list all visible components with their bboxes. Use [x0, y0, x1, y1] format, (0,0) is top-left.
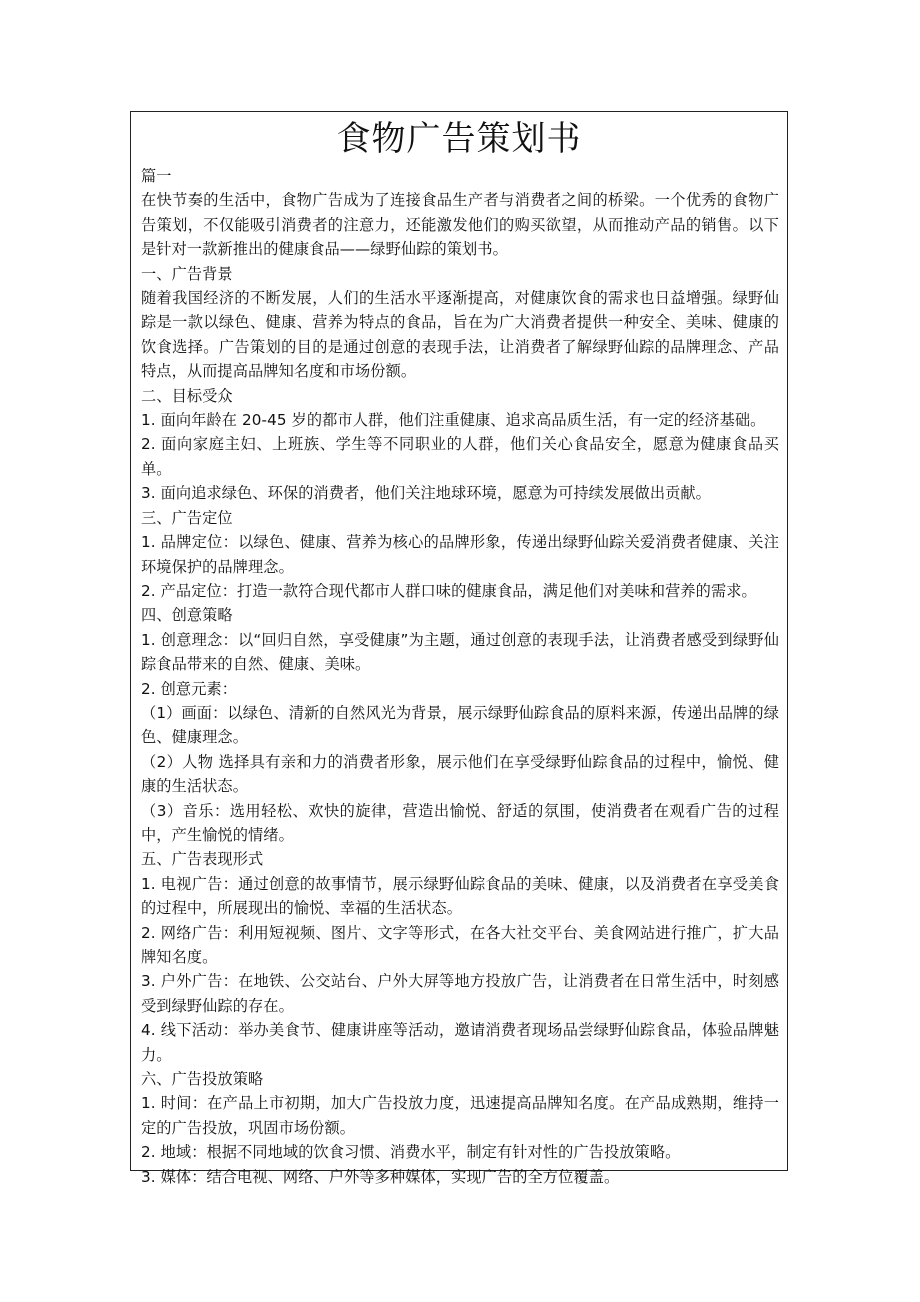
document-body — [141, 164, 779, 1189]
sub-list-item: （2）人物 选择具有亲和力的消费者形象，展示他们在享受绿野仙踪食品的过程中，愉悦、健康的生活状态。 — [141, 752, 779, 796]
list-item: 2. 网络广告：利用短视频、图片、文字等形式，在各大社交平台、美食网站进行推广，扩大品牌知名度。 — [141, 923, 779, 966]
list-item: 3. 面向追求绿色、环保的消费者，他们关注地球环境，愿意为可持续发展做出贡献。 — [141, 484, 711, 503]
list-item: 4. 线下活动：举办美食节、健康讲座等活动，邀请消费者现场品尝绿野仙踪食品，体验品牌魅力。 — [141, 1021, 779, 1064]
list-item: 3. 媒体：结合电视、网络、户外等多种媒体，实现广告的全方位覆盖。 — [141, 1167, 620, 1186]
list-item: 1. 时间：在产品上市初期，加大广告投放力度，迅速提高品牌知名度。在产品成熟期，维持一定的广告投放，巩固市场份额。 — [141, 1094, 779, 1137]
document-frame — [130, 111, 788, 1186]
section-heading: 五、广告表现形式 — [141, 850, 264, 869]
list-item: 3. 户外广告：在地铁、公交站台、户外大屏等地方投放广告，让消费者在日常生活中，时刻感受到绿野仙踪的存在。 — [141, 972, 779, 1015]
section-heading: 四、创意策略 — [141, 606, 233, 625]
document-title: 食物广告策划书 — [336, 119, 582, 159]
list-item: 2. 创意元素： — [141, 679, 238, 698]
list-item: 2. 面向家庭主妇、上班族、学生等不同职业的人群，他们关心食品安全，愿意为健康食品买单。 — [141, 435, 779, 478]
list-item: 1. 面向年龄在 20-45 岁的都市人群，他们注重健康、追求高品质生活，有一定的经济基础。 — [141, 411, 766, 430]
section-heading: 三、广告定位 — [141, 508, 233, 527]
sub-list-item: （1）画面：以绿色、清新的自然风光为背景，展示绿野仙踪食品的原料来源，传递出品牌的绿色、健康理念。 — [141, 703, 779, 747]
section-heading: 二、目标受众 — [141, 386, 233, 405]
body-paragraph: 随着我国经济的不断发展，人们的生活水平逐渐提高，对健康饮食的需求也日益增强。绿野仙踪是一款以绿色、健康、营养为特点的食品，旨在为广大消费者提供一种安全、美味、健康的饮食选择。广告策划的目的是通过创意的表现手法，让消费者了解绿野仙踪的品牌理念、产品特点，从而提高品牌知名度和市场份额。 — [141, 289, 779, 381]
list-item: 1. 电视广告：通过创意的故事情节，展示绿野仙踪食品的美味、健康，以及消费者在享受美食的过程中，所展现出的愉悦、幸福的生活状态。 — [141, 874, 779, 918]
list-item: 1. 创意理念：以“回归自然，享受健康”为主题，通过创意的表现手法，让消费者感受到绿野仙踪食品带来的自然、健康、美味。 — [141, 630, 779, 674]
sub-list-item: （3）音乐：选用轻松、欢快的旋律，营造出愉悦、舒适的氛围，使消费者在观看广告的过程中，产生愉悦的情绪。 — [141, 801, 779, 844]
list-item: 2. 产品定位：打造一款符合现代都市人群口味的健康食品，满足他们对美味和营养的需求。 — [141, 581, 757, 600]
section-label: 篇一 — [141, 167, 172, 185]
list-item: 1. 品牌定位：以绿色、健康、营养为核心的品牌形象，传递出绿野仙踪关爱消费者健康、关注环境保护的品牌理念。 — [141, 533, 779, 576]
section-heading: 六、广告投放策略 — [141, 1070, 264, 1089]
section-heading: 一、广告背景 — [141, 264, 233, 283]
list-item: 2. 地域：根据不同地域的饮食习惯、消费水平，制定有针对性的广告投放策略。 — [141, 1143, 681, 1162]
intro-paragraph: 在快节奏的生活中，食物广告成为了连接食品生产者与消费者之间的桥梁。一个优秀的食物广告策划，不仅能吸引消费者的注意力，还能激发他们的购买欲望，从而推动产品的销售。以下是针对一款新推出的健康食品——绿野仙踪的策划书。 — [141, 191, 779, 259]
